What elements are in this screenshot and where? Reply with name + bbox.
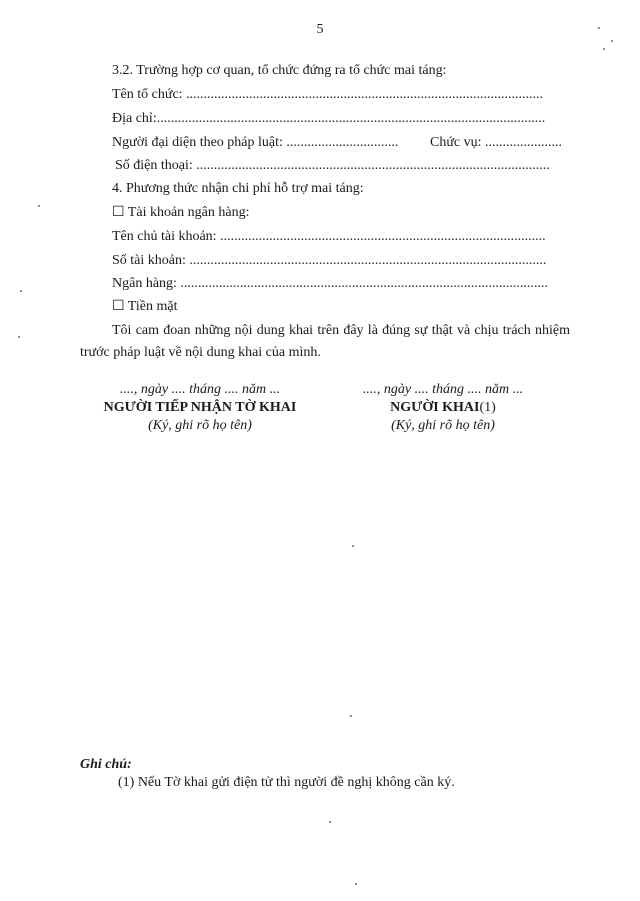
- note-text: (1) Nếu Tờ khai gửi điện tử thì người đề nghị không cần ký.: [118, 775, 455, 790]
- receiver-sign-instruction: (Ký, ghi rõ họ tên): [148, 418, 252, 433]
- scan-speck: [603, 48, 605, 50]
- org-name-field: Tên tổ chức: ......................................................................................................: [112, 87, 544, 102]
- declarant-title-footnote: (1): [479, 400, 496, 415]
- bank-field: Ngân hàng: .........................................................................................................: [112, 276, 548, 291]
- declarant-title-line: [313, 399, 573, 417]
- declarant-sign-instruction: (Ký, ghi rõ họ tên): [391, 418, 495, 433]
- account-holder-field: Tên chủ tài khoản: .............................................................................................: [112, 229, 546, 244]
- scan-speck: [38, 205, 40, 207]
- note-title: Ghi chú:: [80, 757, 132, 772]
- receiver-title: NGƯỜI TIẾP NHẬN TỜ KHAI: [103, 400, 297, 415]
- scan-speck: [598, 27, 600, 29]
- position-field: Chức vụ: ......................: [430, 135, 563, 150]
- scan-speck: [18, 336, 20, 338]
- declarant-date: ...., ngày .... tháng .... năm ...: [362, 382, 524, 397]
- receiver-date: ...., ngày .... tháng .... năm ...: [119, 382, 281, 397]
- address-field: Địa chỉ:...............................................................................................................: [112, 111, 546, 126]
- phone-field: Số điện thoại: .....................................................................................................: [115, 158, 550, 173]
- legal-rep-field: Người đại diện theo pháp luật: ................................: [112, 135, 399, 150]
- page-number: 5: [316, 22, 324, 37]
- declarant-signature-block: [313, 381, 573, 435]
- bank-account-option: ☐ Tài khoản ngân hàng:: [112, 205, 250, 220]
- scan-speck: [20, 290, 22, 292]
- scan-speck: [329, 821, 331, 823]
- scan-speck: [611, 40, 613, 42]
- scan-speck: [352, 545, 354, 547]
- section-3-2-heading: 3.2. Trường hợp cơ quan, tổ chức đứng ra tổ chức mai táng:: [112, 63, 447, 78]
- receiver-signature-block: [70, 381, 330, 435]
- section-4-heading: 4. Phương thức nhận chi phí hỗ trợ mai táng:: [112, 181, 364, 196]
- scan-speck: [355, 883, 357, 885]
- declarant-title: NGƯỜI KHAI: [390, 400, 480, 415]
- cash-option: ☐ Tiền mặt: [112, 299, 178, 314]
- declaration-paragraph: [80, 320, 570, 364]
- declaration-text: Tôi cam đoan những nội dung khai trên đây là đúng sự thật và chịu trách nhiệm trước pháp luật về nội dung khai của mình.: [80, 323, 570, 360]
- scan-speck: [350, 715, 352, 717]
- account-number-field: Số tài khoản: ......................................................................................................: [112, 253, 547, 268]
